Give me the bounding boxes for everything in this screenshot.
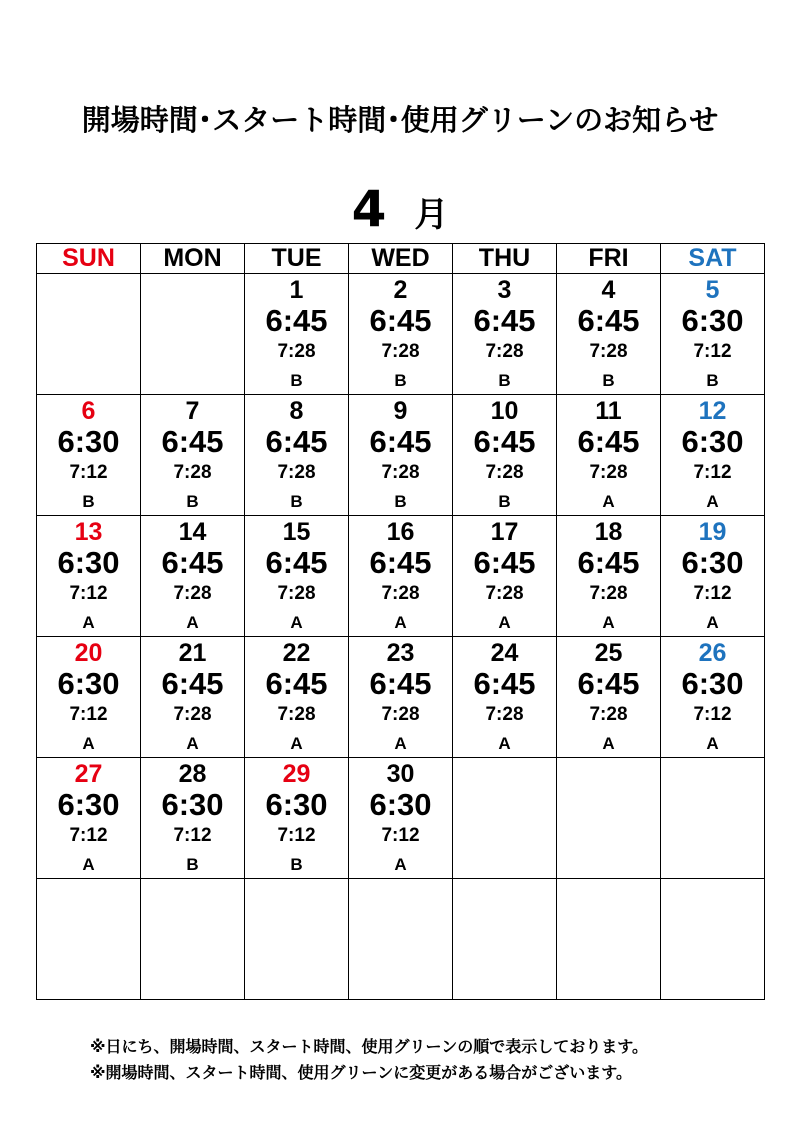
green-course: A (394, 855, 407, 874)
day-number: 15 (282, 518, 311, 546)
week-row (37, 758, 765, 879)
day-cell (37, 758, 141, 879)
open-time: 6:30 (57, 666, 120, 701)
empty-cell (245, 879, 349, 1000)
green-course: A (186, 734, 199, 753)
day-number: 22 (282, 639, 311, 667)
day-cell (453, 637, 557, 758)
day-number: 25 (594, 639, 623, 667)
day-cell (245, 274, 349, 395)
day-cell-content (453, 395, 556, 515)
day-cell-content (37, 879, 140, 999)
day-number: 30 (386, 760, 415, 788)
weekday-header-thu: THU (453, 244, 557, 274)
open-time: 6:30 (57, 545, 120, 580)
day-cell-content (349, 879, 452, 999)
day-number: 18 (594, 518, 623, 546)
day-cell-content (141, 395, 244, 515)
open-time: 6:45 (473, 303, 536, 338)
day-number: 8 (289, 397, 304, 425)
day-number: 2 (393, 276, 408, 304)
day-cell-content (245, 879, 348, 999)
day-number: 10 (490, 397, 519, 425)
start-time: 7:12 (693, 341, 732, 362)
day-cell (349, 758, 453, 879)
month-heading (0, 180, 800, 238)
open-time: 6:45 (369, 303, 432, 338)
start-time: 7:28 (485, 704, 524, 725)
empty-cell (349, 879, 453, 1000)
green-course: A (706, 492, 719, 511)
open-time: 6:45 (369, 666, 432, 701)
day-cell-content (661, 516, 764, 636)
green-course: B (186, 855, 199, 874)
start-time: 7:28 (589, 704, 628, 725)
day-number: 27 (74, 760, 103, 788)
open-time: 6:45 (473, 424, 536, 459)
open-time: 6:45 (265, 545, 328, 580)
start-time: 7:28 (277, 341, 316, 362)
day-cell (453, 516, 557, 637)
open-time: 6:30 (265, 787, 328, 822)
day-cell (245, 758, 349, 879)
open-time: 6:45 (161, 666, 224, 701)
green-course: B (602, 371, 615, 390)
day-cell-content (349, 637, 452, 757)
day-cell-content (557, 274, 660, 394)
empty-cell (557, 758, 661, 879)
open-time: 6:45 (577, 424, 640, 459)
day-cell (349, 516, 453, 637)
open-time: 6:45 (577, 303, 640, 338)
green-course: B (394, 492, 407, 511)
day-number: 24 (490, 639, 519, 667)
start-time: 7:12 (277, 825, 316, 846)
start-time: 7:12 (69, 825, 108, 846)
month-number: 4 (351, 180, 387, 238)
day-cell-content (349, 274, 452, 394)
day-cell (141, 637, 245, 758)
start-time: 7:28 (485, 583, 524, 604)
day-cell-content (453, 758, 556, 878)
day-cell-content (661, 879, 764, 999)
green-course: A (498, 734, 511, 753)
open-time: 6:30 (681, 545, 744, 580)
day-cell-content (453, 516, 556, 636)
day-cell (557, 516, 661, 637)
weekday-header-fri: FRI (557, 244, 661, 274)
day-number: 29 (282, 760, 311, 788)
start-time: 7:28 (277, 704, 316, 725)
day-cell (37, 395, 141, 516)
day-cell (245, 395, 349, 516)
day-cell (661, 637, 765, 758)
day-cell-content (661, 758, 764, 878)
green-course: A (186, 613, 199, 632)
open-time: 6:45 (161, 545, 224, 580)
green-course: A (602, 734, 615, 753)
start-time: 7:28 (381, 583, 420, 604)
green-course: A (82, 613, 95, 632)
day-number: 1 (289, 276, 304, 304)
empty-cell (453, 758, 557, 879)
day-cell-content (245, 274, 348, 394)
empty-cell (141, 274, 245, 395)
open-time: 6:45 (473, 545, 536, 580)
day-cell-content (453, 274, 556, 394)
day-number: 3 (497, 276, 512, 304)
open-time: 6:45 (577, 666, 640, 701)
start-time: 7:12 (693, 583, 732, 604)
green-course: A (290, 613, 303, 632)
footnotes (90, 1034, 770, 1086)
open-time: 6:45 (577, 545, 640, 580)
open-time: 6:30 (681, 666, 744, 701)
day-cell (141, 395, 245, 516)
start-time: 7:28 (589, 583, 628, 604)
open-time: 6:30 (57, 787, 120, 822)
day-number: 20 (74, 639, 103, 667)
open-time: 6:30 (681, 424, 744, 459)
day-cell-content (661, 395, 764, 515)
green-course: B (394, 371, 407, 390)
day-cell-content (245, 516, 348, 636)
start-time: 7:28 (589, 462, 628, 483)
day-cell-content (453, 637, 556, 757)
day-cell-content (141, 637, 244, 757)
start-time: 7:28 (589, 341, 628, 362)
day-cell (557, 395, 661, 516)
green-course: B (706, 371, 719, 390)
day-cell-content (245, 758, 348, 878)
day-cell (661, 516, 765, 637)
open-time: 6:45 (265, 303, 328, 338)
start-time: 7:12 (693, 462, 732, 483)
day-cell (37, 637, 141, 758)
day-number: 19 (698, 518, 727, 546)
month-unit: 月 (414, 195, 449, 235)
green-course: B (498, 371, 511, 390)
day-number: 14 (178, 518, 207, 546)
week-row (37, 637, 765, 758)
day-cell-content (37, 637, 140, 757)
green-course: A (82, 855, 95, 874)
weekday-header-wed: WED (349, 244, 453, 274)
day-cell (141, 758, 245, 879)
empty-cell (37, 274, 141, 395)
day-cell-content (141, 758, 244, 878)
day-cell-content (349, 395, 452, 515)
day-number: 5 (705, 276, 720, 304)
empty-cell (141, 879, 245, 1000)
day-cell (453, 274, 557, 395)
day-cell-content (349, 516, 452, 636)
weekday-header-sat: SAT (661, 244, 765, 274)
start-time: 7:28 (173, 583, 212, 604)
day-number: 11 (595, 397, 622, 425)
day-cell-content (557, 879, 660, 999)
green-course: A (290, 734, 303, 753)
page-title: 開場時間･スタート時間･使用グリーンのお知らせ (81, 103, 719, 137)
green-course: A (394, 613, 407, 632)
day-number: 26 (698, 639, 727, 667)
day-cell-content (141, 516, 244, 636)
start-time: 7:28 (173, 704, 212, 725)
day-cell-content (661, 637, 764, 757)
footnote: ※日にち、開場時間、スタート時間、使用グリーンの順で表示しております。 (90, 1037, 648, 1056)
week-row (37, 516, 765, 637)
start-time: 7:12 (69, 462, 108, 483)
weekday-header-tue: TUE (245, 244, 349, 274)
day-cell (661, 274, 765, 395)
day-cell-content (37, 395, 140, 515)
day-cell-content (37, 758, 140, 878)
day-number: 28 (178, 760, 207, 788)
footnote: ※開場時間、スタート時間、使用グリーンに変更がある場合がございます。 (90, 1063, 632, 1082)
green-course: A (602, 613, 615, 632)
weekday-header-row (37, 244, 765, 274)
day-cell (453, 395, 557, 516)
day-cell (557, 274, 661, 395)
green-course: B (186, 492, 199, 511)
open-time: 6:30 (57, 424, 120, 459)
week-row (37, 879, 765, 1000)
calendar-body (37, 274, 765, 1000)
open-time: 6:30 (681, 303, 744, 338)
start-time: 7:28 (381, 462, 420, 483)
day-cell (37, 516, 141, 637)
open-time: 6:45 (161, 424, 224, 459)
weekday-header-mon: MON (141, 244, 245, 274)
start-time: 7:12 (69, 583, 108, 604)
day-number: 16 (386, 518, 415, 546)
calendar-table (36, 243, 765, 1000)
day-number: 17 (490, 518, 519, 546)
day-number: 7 (185, 397, 200, 425)
open-time: 6:45 (265, 666, 328, 701)
start-time: 7:28 (381, 341, 420, 362)
green-course: B (290, 492, 303, 511)
day-cell (141, 516, 245, 637)
day-cell-content (661, 274, 764, 394)
empty-cell (661, 758, 765, 879)
open-time: 6:45 (369, 545, 432, 580)
start-time: 7:28 (277, 583, 316, 604)
start-time: 7:12 (69, 704, 108, 725)
open-time: 6:30 (369, 787, 432, 822)
start-time: 7:28 (173, 462, 212, 483)
green-course: A (498, 613, 511, 632)
green-course: A (394, 734, 407, 753)
start-time: 7:28 (381, 704, 420, 725)
day-cell-content (557, 516, 660, 636)
open-time: 6:45 (473, 666, 536, 701)
day-cell-content (453, 879, 556, 999)
day-cell-content (557, 395, 660, 515)
day-number: 6 (81, 397, 96, 425)
start-time: 7:28 (485, 341, 524, 362)
day-cell-content (141, 879, 244, 999)
day-cell (661, 395, 765, 516)
week-row (37, 274, 765, 395)
day-cell-content (557, 758, 660, 878)
day-number: 23 (386, 639, 415, 667)
day-number: 12 (698, 397, 727, 425)
day-cell (245, 516, 349, 637)
day-cell (349, 395, 453, 516)
green-course: A (602, 492, 615, 511)
green-course: A (706, 613, 719, 632)
day-cell-content (349, 758, 452, 878)
day-cell (349, 637, 453, 758)
start-time: 7:28 (485, 462, 524, 483)
empty-cell (37, 879, 141, 1000)
green-course: A (82, 734, 95, 753)
start-time: 7:12 (693, 704, 732, 725)
day-cell-content (245, 395, 348, 515)
day-cell (557, 637, 661, 758)
empty-cell (453, 879, 557, 1000)
day-cell-content (37, 274, 140, 394)
day-cell (349, 274, 453, 395)
green-course: B (82, 492, 95, 511)
open-time: 6:30 (161, 787, 224, 822)
green-course: B (498, 492, 511, 511)
start-time: 7:12 (381, 825, 420, 846)
day-number: 21 (178, 639, 207, 667)
start-time: 7:12 (173, 825, 212, 846)
day-number: 4 (601, 276, 616, 304)
weekday-header-sun: SUN (37, 244, 141, 274)
open-time: 6:45 (369, 424, 432, 459)
day-cell (245, 637, 349, 758)
green-course: B (290, 855, 303, 874)
empty-cell (557, 879, 661, 1000)
green-course: B (290, 371, 303, 390)
day-cell-content (245, 637, 348, 757)
day-number: 9 (393, 397, 408, 425)
day-cell-content (557, 637, 660, 757)
day-cell-content (37, 516, 140, 636)
open-time: 6:45 (265, 424, 328, 459)
day-number: 13 (74, 518, 103, 546)
week-row (37, 395, 765, 516)
start-time: 7:28 (277, 462, 316, 483)
green-course: A (706, 734, 719, 753)
day-cell-content (141, 274, 244, 394)
empty-cell (661, 879, 765, 1000)
